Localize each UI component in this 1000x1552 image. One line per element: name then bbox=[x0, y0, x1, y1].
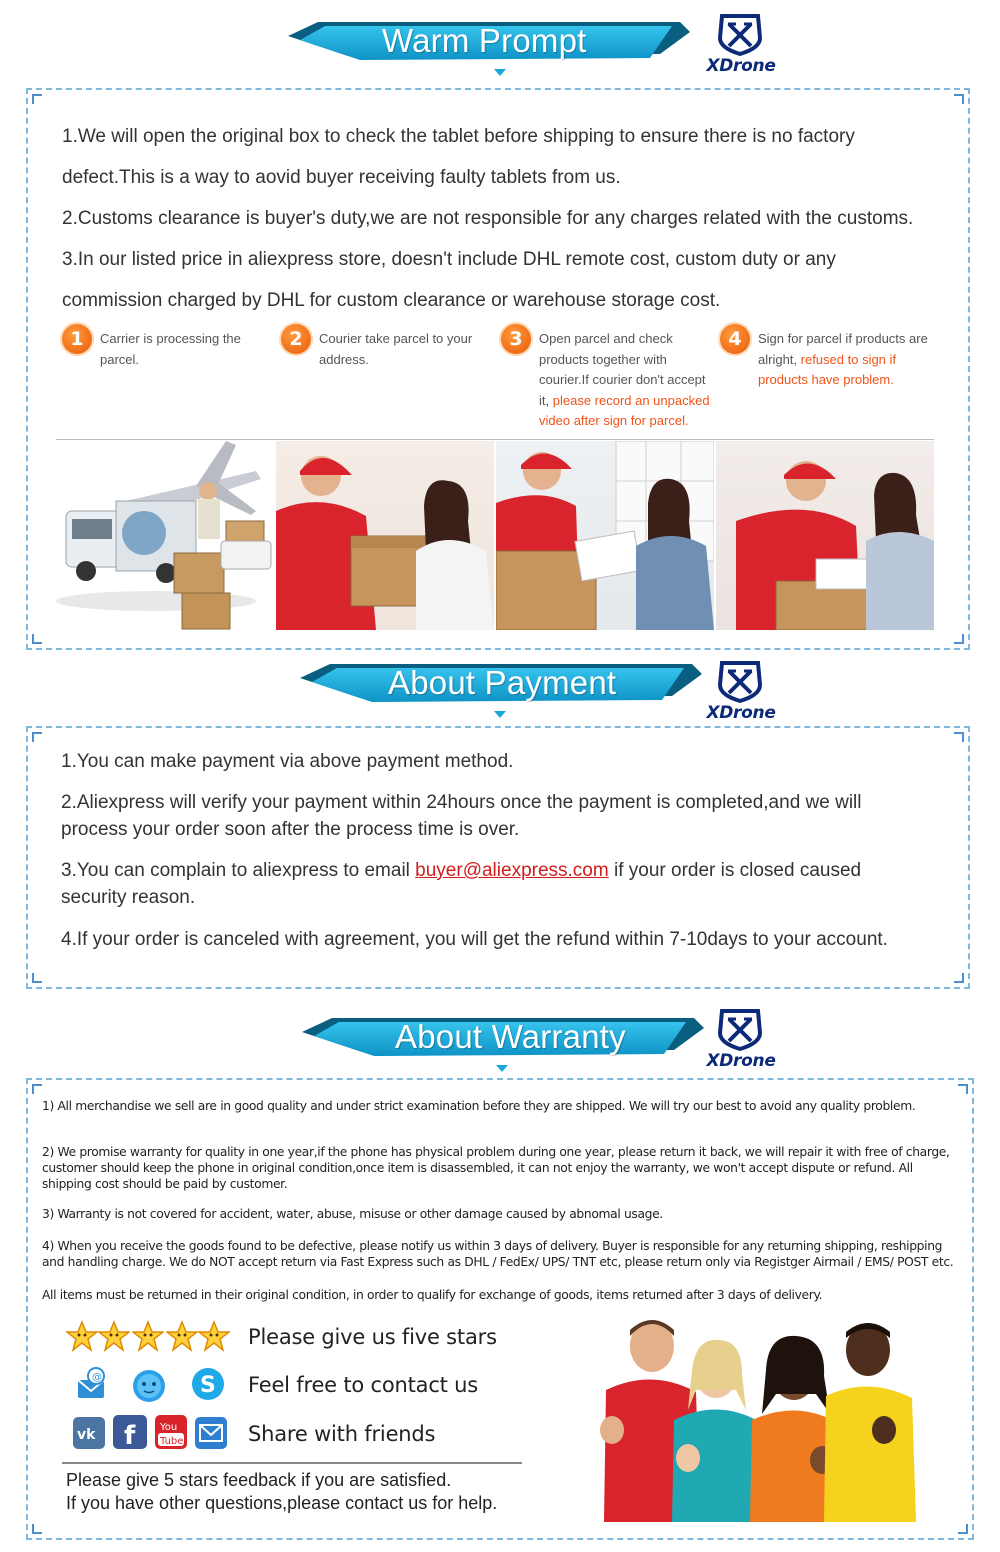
five-stars-label: Please give us five stars bbox=[248, 1325, 497, 1349]
payment-line-3: 3.You can complain to aliexpress to email buyer@aliexpress.com if your order is closed caused security reason. bbox=[61, 860, 862, 908]
contact-icons-row bbox=[66, 1366, 246, 1402]
corner-mark bbox=[954, 732, 964, 742]
svg-text:@: @ bbox=[92, 1372, 102, 1383]
star-icon bbox=[132, 1320, 164, 1352]
warm-line-1a: 1.We will open the original box to check the tablet before shipping to ensure there is no factory bbox=[62, 126, 855, 147]
email-link[interactable]: buyer@aliexpress.com bbox=[415, 860, 609, 881]
step-number: 2 bbox=[281, 324, 311, 354]
logo-text: XDrone bbox=[706, 703, 776, 723]
corner-mark bbox=[32, 732, 42, 742]
xdrone-shield-icon bbox=[714, 14, 766, 56]
step-number: 3 bbox=[501, 324, 531, 354]
xdrone-shield-icon bbox=[714, 661, 766, 703]
warranty-item-4: 4) When you receive the goods found to be defective, please notify us within 3 days of delivery. Buyer is responsible for any returning shipping, reshipping and handling charge. We do NOT accept return via Fast Express such as DHL / FedEx/ UPS/ TNT etc, please return only via Registger Airmail / EMS/ POST etc. bbox=[42, 1239, 954, 1270]
step-text: Courier take parcel to your address. bbox=[319, 331, 473, 367]
svg-text:vk: vk bbox=[77, 1427, 96, 1443]
youtube-icon[interactable] bbox=[154, 1414, 188, 1450]
corner-mark bbox=[954, 634, 964, 644]
corner-mark bbox=[32, 634, 42, 644]
corner-mark bbox=[954, 94, 964, 104]
corner-mark bbox=[954, 973, 964, 983]
svg-text:Tube: Tube bbox=[160, 1436, 184, 1447]
corner-mark bbox=[32, 1524, 42, 1534]
svg-text:You: You bbox=[160, 1422, 178, 1433]
courier-customer-icon bbox=[276, 441, 494, 630]
vk-icon[interactable] bbox=[72, 1416, 106, 1450]
warranty-item-5: All items must be returned in their original condition, in order to qualify for exchange of goods, items returned after 3 days of delivery. bbox=[42, 1288, 823, 1302]
payment-line-4: 4.If your order is canceled with agreement, you will get the refund within 7-10days to your account. bbox=[61, 929, 888, 950]
mail-icon[interactable] bbox=[194, 1416, 228, 1450]
shipping-photo bbox=[56, 441, 274, 630]
warm-line-3a: 3.In our listed price in aliexpress store, doesn't include DHL remote cost, custom duty or any bbox=[62, 249, 836, 270]
warranty-item-2: 2) We promise warranty for quality in one year,if the phone has physical problem during one year, please return it back, we will repair it with free of charge, customer should keep the phone in original condition,once item is disassembled, it can not enjoy the warranty, we won't accept dispute or refund. All shipping cost should be paid by customer. bbox=[42, 1145, 950, 1192]
footer-line-2: If you have other questions,please contact us for help. bbox=[66, 1493, 498, 1513]
warm-line-2: 2.Customs clearance is buyer's duty,we are not responsible for any charges related with the customs. bbox=[62, 208, 914, 229]
logo-text: XDrone bbox=[706, 1051, 776, 1071]
sign-parcel-photo bbox=[716, 441, 934, 630]
step-number: 4 bbox=[720, 324, 750, 354]
people-thumbs-up-icon bbox=[596, 1310, 916, 1522]
step-number: 1 bbox=[62, 324, 92, 354]
corner-mark bbox=[958, 1084, 968, 1094]
warranty-item-3: 3) Warranty is not covered for accident, water, abuse, misuse or other damage caused by abnomal usage. bbox=[42, 1207, 663, 1221]
corner-mark bbox=[32, 973, 42, 983]
section-title: Warm Prompt bbox=[382, 22, 587, 59]
step-text: Carrier is processing the parcel. bbox=[100, 331, 241, 367]
corner-mark bbox=[958, 1524, 968, 1534]
warm-line-1b: defect.This is a way to aovid buyer receiving faulty tablets from us. bbox=[62, 167, 621, 188]
parcel-check-icon bbox=[496, 441, 714, 630]
skype-icon[interactable] bbox=[190, 1366, 226, 1402]
contact-label: Feel free to contact us bbox=[248, 1373, 479, 1397]
star-icon bbox=[98, 1320, 130, 1352]
email-icon[interactable] bbox=[72, 1366, 110, 1402]
step-text: Sign for parcel if products are alright, refused to sign if products have problem. bbox=[758, 331, 928, 387]
courier-delivery-photo bbox=[276, 441, 494, 630]
payment-line-2: 2.Aliexpress will verify your payment within 24hours once the payment is completed,and we will process your order soon after the process time is over. bbox=[61, 792, 862, 840]
sign-parcel-icon bbox=[716, 441, 934, 630]
star-icon bbox=[66, 1320, 98, 1352]
footer-line-1: Please give 5 stars feedback if you are satisfied. bbox=[66, 1470, 452, 1490]
xdrone-logo bbox=[696, 14, 786, 80]
corner-mark bbox=[32, 1084, 42, 1094]
payment-line-1: 1.You can make payment via above payment method. bbox=[61, 751, 514, 772]
star-icon bbox=[166, 1320, 198, 1352]
xdrone-logo bbox=[696, 1009, 786, 1075]
chat-icon[interactable] bbox=[130, 1366, 168, 1404]
svg-text:f: f bbox=[124, 1421, 136, 1450]
warm-line-3b: commission charged by DHL for custom clearance or warehouse storage cost. bbox=[62, 290, 721, 311]
section-title: About Payment bbox=[388, 664, 617, 701]
section-title: About Warranty bbox=[395, 1018, 626, 1055]
warm-prompt-banner bbox=[0, 18, 1000, 98]
logo-text: XDrone bbox=[706, 56, 776, 76]
svg-text:S: S bbox=[200, 1373, 216, 1398]
warranty-item-1: 1) All merchandise we sell are in good quality and under strict examination before they are shipped. We will try our best to avoid any quality problem. bbox=[42, 1099, 916, 1113]
five-stars-row bbox=[66, 1320, 246, 1356]
xdrone-shield-icon bbox=[714, 1009, 766, 1051]
corner-mark bbox=[32, 94, 42, 104]
parcel-check-photo bbox=[496, 441, 714, 630]
divider bbox=[62, 1462, 522, 1464]
truck-plane-icon bbox=[56, 441, 274, 630]
facebook-icon[interactable] bbox=[112, 1414, 148, 1450]
xdrone-logo bbox=[696, 661, 786, 727]
delivery-photo-strip bbox=[56, 439, 934, 629]
share-icons-row bbox=[66, 1414, 246, 1450]
share-label: Share with friends bbox=[248, 1422, 436, 1446]
happy-customers-photo bbox=[596, 1310, 916, 1522]
star-icon bbox=[198, 1320, 230, 1352]
step-text: Open parcel and check products together with courier.If courier don't accept it, please record an unpacked video after sign for parcel. bbox=[539, 331, 710, 428]
